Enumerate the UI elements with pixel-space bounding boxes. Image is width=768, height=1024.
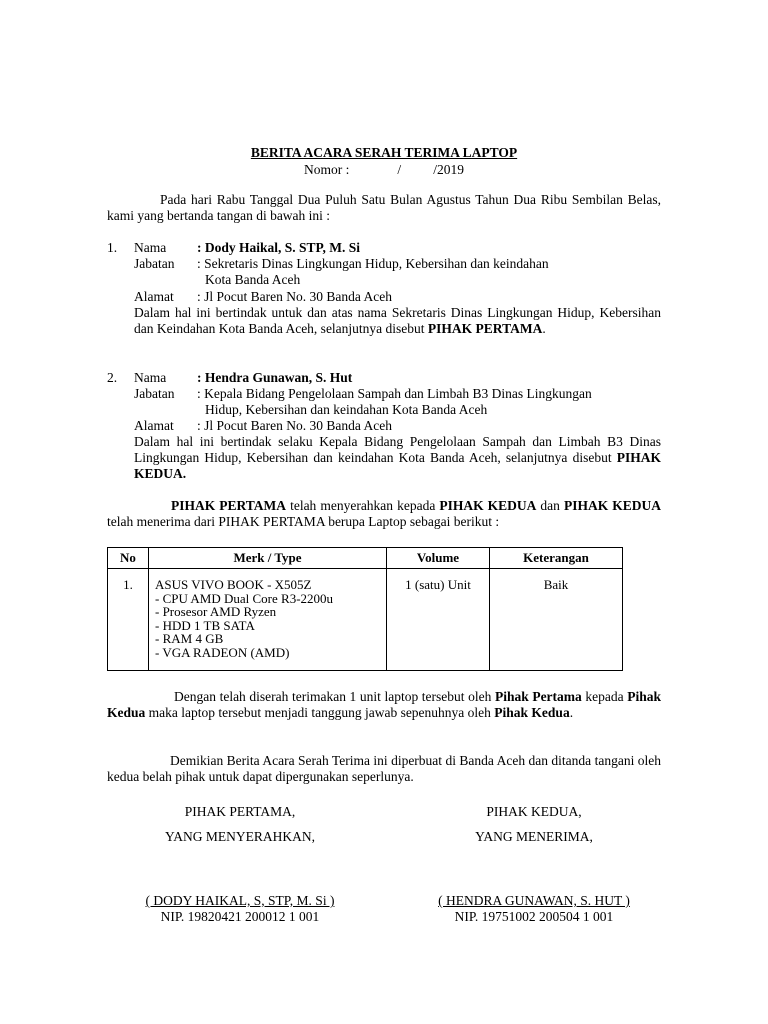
nomor-year: /2019 xyxy=(433,162,464,177)
signature-left-role: PIHAK PERTAMA, xyxy=(184,804,296,819)
table-header-row xyxy=(108,548,623,569)
signature-right-action: YANG MENERIMA, xyxy=(475,829,593,844)
signature-left-action: YANG MENYERAHKAN, xyxy=(165,829,315,844)
closing1-text3: maka laptop tersebut menjadi tanggung jawab sepenuhnya oleh xyxy=(145,705,495,720)
merk-line: - HDD 1 TB SATA xyxy=(155,617,255,633)
party2-nama: : Hendra Gunawan, S. Hut xyxy=(197,370,353,385)
cell-volume: 1 (satu) Unit xyxy=(387,569,490,671)
party1-alamat: : Jl Pocut Baren No. 30 Banda Aceh xyxy=(197,289,392,304)
merk-line: - VGA RADEON (AMD) xyxy=(155,644,290,660)
signature-right-name-text: ( HENDRA GUNAWAN, S. HUT ) xyxy=(438,893,630,908)
party2-jabatan-cont: Hidup, Kebersihan dan keindahan Kota Banda Aceh xyxy=(205,402,488,417)
closing1-end: . xyxy=(569,705,574,720)
closing1-text2: kepada xyxy=(581,689,628,704)
party1-desc-role: PIHAK PERTAMA xyxy=(427,321,543,336)
header-keterangan: Keterangan xyxy=(490,548,623,569)
party1-desc-text: Dalam hal ini bertindak untuk dan atas nama Sekretaris Dinas Lingkungan Hidup, Kebersihan dan Keindahan Kota Banda Aceh, selanjutnya disebut xyxy=(134,305,661,336)
party2-desc-role: PIHAK KEDUA. xyxy=(134,450,662,481)
closing1-text1: Dengan telah diserah terimakan 1 unit laptop tersebut oleh xyxy=(174,689,495,704)
signature-left-nip: NIP. 19820421 200012 1 001 xyxy=(160,909,320,924)
party2-description xyxy=(134,434,661,482)
handover-text2: dan xyxy=(536,498,564,513)
party2-jabatan: : Kepala Bidang Pengelolaan Sampah dan Limbah B3 Dinas Lingkungan xyxy=(197,386,592,401)
party1-alamat-label: Alamat xyxy=(134,289,174,304)
cell-keterangan: Baik xyxy=(490,569,623,671)
party2-alamat-label: Alamat xyxy=(134,418,174,433)
handover-paragraph xyxy=(107,498,661,530)
document-number xyxy=(0,162,768,178)
closing1-third: Pihak Kedua xyxy=(494,705,570,720)
party2-jabatan-label: Jabatan xyxy=(134,386,175,401)
signature-left-name-text: ( DODY HAIKAL, S, STP, M. Si ) xyxy=(145,893,335,908)
party1-jabatan-cont: Kota Banda Aceh xyxy=(205,272,301,287)
party1-description xyxy=(134,305,661,337)
closing-paragraph-1 xyxy=(107,689,661,721)
signature-right-name xyxy=(404,893,664,909)
closing1-first: Pihak Pertama xyxy=(494,689,582,704)
cell-merk xyxy=(149,569,387,671)
handover-second: PIHAK KEDUA xyxy=(439,498,537,513)
signature-right-role: PIHAK KEDUA, xyxy=(486,804,582,819)
intro-paragraph: Pada hari Rabu Tanggal Dua Puluh Satu Bulan Agustus Tahun Dua Ribu Sembilan Belas, kami yang bertanda tangan di bawah ini : xyxy=(107,192,661,223)
party2-alamat: : Jl Pocut Baren No. 30 Banda Aceh xyxy=(197,418,392,433)
party1-nama: : Dody Haikal, S. STP, M. Si xyxy=(197,240,361,255)
nomor-label: Nomor : xyxy=(304,162,350,177)
table-row xyxy=(108,569,623,671)
document-title: BERITA ACARA SERAH TERIMA LAPTOP xyxy=(250,145,518,160)
merk-line: - RAM 4 GB xyxy=(155,631,224,646)
party1-number: 1. xyxy=(107,240,118,255)
header-no: No xyxy=(108,548,149,569)
handover-first: PIHAK PERTAMA xyxy=(171,498,287,513)
signature-right-nip: NIP. 19751002 200504 1 001 xyxy=(454,909,614,924)
closing-paragraph-2: Demikian Berita Acara Serah Terima ini diperbuat di Banda Aceh dan ditanda tangani oleh kedua belah pihak untuk dapat dipergunakan seperlunya. xyxy=(107,753,661,784)
handover-text1: telah menyerahkan kepada xyxy=(286,498,440,513)
party1-jabatan: : Sekretaris Dinas Lingkungan Hidup, Kebersihan dan keindahan xyxy=(197,256,549,271)
cell-no: 1. xyxy=(108,569,149,671)
handover-third: PIHAK KEDUA xyxy=(563,498,661,513)
party1-desc-end: . xyxy=(542,321,546,336)
party2-desc-text: Dalam hal ini bertindak selaku Kepala Bidang Pengelolaan Sampah dan Limbah B3 Dinas Lingkungan Hidup, Kebersihan dan keindahan Kota Banda Aceh, selanjutnya disebut xyxy=(134,434,661,465)
closing1-second: Pihak Kedua xyxy=(107,689,661,720)
signature-left-name xyxy=(110,893,370,909)
header-merk: Merk / Type xyxy=(149,548,387,569)
merk-line: - Prosesor AMD Ryzen xyxy=(155,604,277,619)
handover-text3: telah menerima dari PIHAK PERTAMA berupa Laptop sebagai berikut : xyxy=(107,514,500,529)
party1-jabatan-label: Jabatan xyxy=(134,256,175,271)
header-volume: Volume xyxy=(387,548,490,569)
party1-nama-label: Nama xyxy=(134,240,167,255)
party2-nama-label: Nama xyxy=(134,370,167,385)
nomor-separator: / xyxy=(397,162,402,177)
item-table xyxy=(107,547,623,671)
party2-number: 2. xyxy=(107,370,118,385)
merk-line: - CPU AMD Dual Core R3-2200u xyxy=(155,590,334,606)
merk-line: ASUS VIVO BOOK - X505Z xyxy=(155,577,312,592)
